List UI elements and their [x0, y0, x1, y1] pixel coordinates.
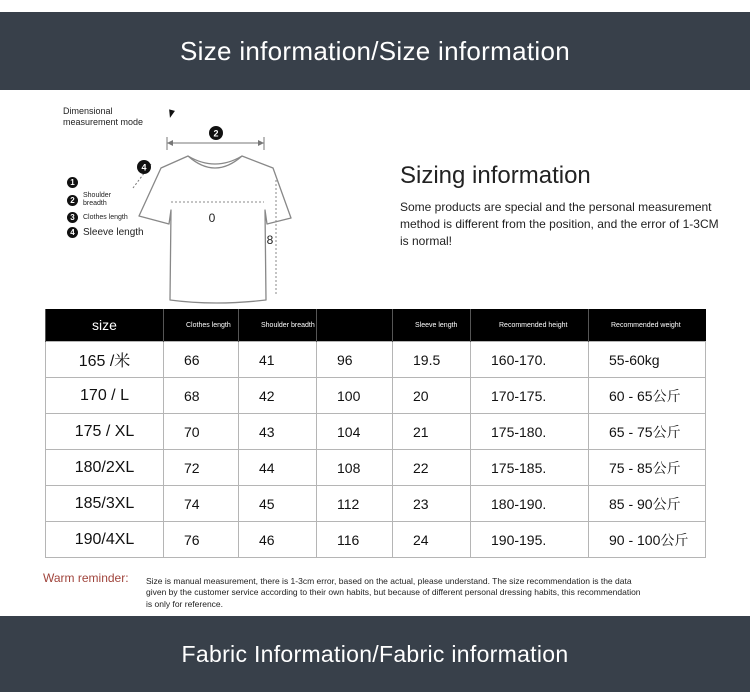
table-cell: 72 [164, 450, 239, 486]
table-cell: 108 [317, 450, 393, 486]
column-header: size [46, 309, 164, 342]
table-cell: 100 [317, 378, 393, 414]
size-cell: 165 /米 [46, 342, 164, 378]
table-cell: 75 - 85公斤 [589, 450, 706, 486]
table-row [46, 342, 706, 378]
table-cell: 70 [164, 414, 239, 450]
table-cell: 76 [164, 522, 239, 558]
column-header: Shoulder breadth [239, 309, 317, 342]
reminder-text: Size is manual measurement, there is 1-3cm error, based on the actual, please understand. The size recommendation is the data given by the customer service according to their own habits, but because of different personal dressing habits, this recommendation is only for reference. [146, 575, 641, 609]
reminder-label: Warm reminder: [43, 571, 129, 585]
column-header [317, 309, 393, 342]
size-cell: 185/3XL [46, 486, 164, 522]
table-row [46, 522, 706, 558]
size-cell: 175 / XL [46, 414, 164, 450]
table-cell: 170-175. [471, 378, 589, 414]
column-header: Clothes length [164, 309, 239, 342]
table-cell: 44 [239, 450, 317, 486]
number-badge: 4 [67, 227, 78, 238]
size-info-banner [0, 12, 750, 90]
table-row [46, 450, 706, 486]
legend-label: Shoulder breadth [83, 192, 112, 207]
table-row [46, 414, 706, 450]
legend-label: Clothes length [83, 213, 128, 221]
table-cell: 42 [239, 378, 317, 414]
table-cell: 20 [393, 378, 471, 414]
diagram-title-line-2: measurement mode [63, 117, 144, 127]
table-cell: 190-195. [471, 522, 589, 558]
table-cell: 24 [393, 522, 471, 558]
table-cell: 160-170. [471, 342, 589, 378]
table-cell: 85 - 90公斤 [589, 486, 706, 522]
table-cell: 41 [239, 342, 317, 378]
table-cell: 43 [239, 414, 317, 450]
legend-label: Sleeve length [83, 226, 144, 238]
fabric-info-banner [0, 616, 750, 692]
marker-length: 8 [266, 233, 274, 247]
table-row [46, 486, 706, 522]
column-header: Sleeve length [393, 309, 471, 342]
table-cell: 68 [164, 378, 239, 414]
column-header: Recommended height [471, 309, 589, 342]
sizing-info-title: Sizing information [400, 162, 591, 189]
sizing-info [400, 162, 730, 250]
number-badge: 1 [67, 177, 78, 188]
banner-title: Size information/Size information [180, 35, 570, 66]
footer-title: Fabric Information/Fabric information [181, 640, 569, 667]
measurement-diagram [40, 100, 340, 305]
table-cell: 112 [317, 486, 393, 522]
table-cell: 104 [317, 414, 393, 450]
table-cell: 116 [317, 522, 393, 558]
size-table [45, 309, 706, 558]
table-cell: 96 [317, 342, 393, 378]
table-cell: 45 [239, 486, 317, 522]
arrow-icon [167, 109, 175, 118]
table-row [46, 378, 706, 414]
table-cell: 22 [393, 450, 471, 486]
table-cell: 46 [239, 522, 317, 558]
table-cell: 21 [393, 414, 471, 450]
table-cell: 180-190. [471, 486, 589, 522]
table-cell: 74 [164, 486, 239, 522]
tshirt-icon [125, 120, 315, 305]
table-cell: 65 - 75公斤 [589, 414, 706, 450]
size-cell: 180/2XL [46, 450, 164, 486]
size-cell: 170 / L [46, 378, 164, 414]
sizing-info-body: Some products are special and the personal measurement method is different from the position, and the error of 1-3CM is normal! [400, 200, 719, 248]
table-cell: 19.5 [393, 342, 471, 378]
size-cell: 190/4XL [46, 522, 164, 558]
marker-sleeve: 4 [141, 162, 147, 173]
table-cell: 23 [393, 486, 471, 522]
top-margin [0, 0, 750, 12]
marker-width: 2 [213, 128, 219, 139]
table-cell: 90 - 100公斤 [589, 522, 706, 558]
table-cell: 55-60kg [589, 342, 706, 378]
diagram-title-line-1: Dimensional [63, 106, 113, 116]
column-header: Recommended weight [589, 309, 706, 342]
table-cell: 175-180. [471, 414, 589, 450]
table-header-row [46, 309, 706, 342]
table-cell: 60 - 65公斤 [589, 378, 706, 414]
number-badge: 2 [67, 195, 78, 206]
number-badge: 3 [67, 212, 78, 223]
table-cell: 66 [164, 342, 239, 378]
marker-chest: 0 [208, 211, 216, 225]
table-cell: 175-185. [471, 450, 589, 486]
